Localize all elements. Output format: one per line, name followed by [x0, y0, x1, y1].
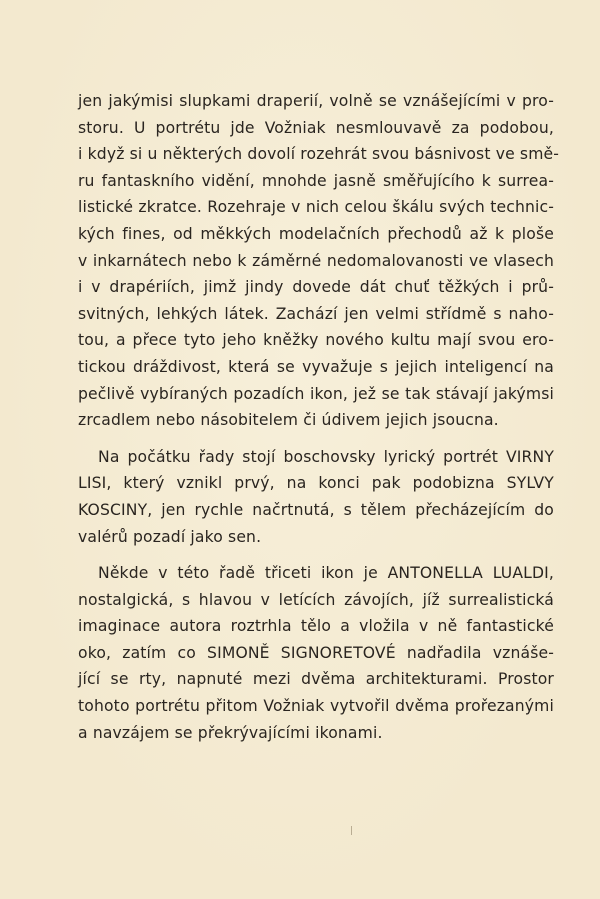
text-line: v inkarnátech nebo k záměrné nedomalovanosti ve vlasech	[78, 251, 554, 270]
text-line: pečlivě vybíraných pozadích ikon, jež se tak stávají jakýmsi	[78, 384, 554, 403]
paragraph-gap	[78, 550, 554, 560]
text-line: jící se rty, napnuté mezi dvěma architekturami. Prostor	[78, 670, 554, 689]
text-line: svitných, lehkých látek. Zachází jen velmi střídmě s naho-	[78, 304, 554, 323]
article-text	[78, 88, 560, 746]
text-line: Na počátku řady stojí boschovsky lyrický portrét VIRNY	[98, 447, 554, 466]
text-line: tohoto portrétu přitom Vožniak vytvořil dvěma prořezanými	[78, 697, 554, 716]
text-line: nostalgická, s hlavou v letících závojích, jíž surrealistická	[78, 590, 554, 609]
text-line: tou, a přece tyto jeho kněžky nového kultu mají svou ero-	[78, 331, 554, 350]
paper-speck	[351, 826, 352, 835]
text-line: LISI, který vznikl prvý, na konci pak podobizna SYLVY	[78, 474, 554, 493]
paragraph-2	[78, 444, 554, 550]
text-line: imaginace autora roztrhla tělo a vložila v ně fantastické	[78, 617, 554, 636]
text-line: i v drapériích, jimž jindy dovede dát chuť těžkých i prů-	[78, 278, 554, 297]
text-line: storu. U portrétu jde Vožniak nesmlouvavě za podobou,	[78, 118, 554, 137]
text-line: zrcadlem nebo násobitelem či údivem jejich jsoucna.	[78, 411, 499, 430]
paragraph-gap	[78, 434, 554, 444]
text-line: kých fines, od měkkých modelačních přechodů až k ploše	[78, 224, 554, 243]
text-line: KOSCINY, jen rychle načrtnutá, s tělem přecházejícím do	[78, 500, 554, 519]
text-line: ru fantaskního vidění, mnohde jasně směřujícího k surrea-	[78, 171, 554, 190]
text-line: tickou dráždivost, která se vyvažuje s jejich inteligencí na	[78, 357, 554, 376]
text-line: listické zkratce. Rozehraje v nich celou škálu svých technic-	[78, 198, 554, 217]
text-line: Někde v této řadě třiceti ikon je ANTONELLA LUALDI,	[98, 564, 554, 583]
text-line: valérů pozadí jako sen.	[78, 527, 262, 546]
text-line: i když si u některých dovolí rozehrát svou básnivost ve smě-	[78, 145, 560, 164]
paragraph-1	[78, 88, 560, 434]
text-line: jen jakýmisi slupkami draperií, volně se vznášejícími v pro-	[78, 92, 554, 110]
text-line: a navzájem se překrývajícími ikonami.	[78, 723, 383, 742]
text-line: oko, zatím co SIMONĚ SIGNORETOVÉ nadřadila vznáše-	[78, 643, 554, 662]
paragraph-3	[78, 560, 554, 746]
